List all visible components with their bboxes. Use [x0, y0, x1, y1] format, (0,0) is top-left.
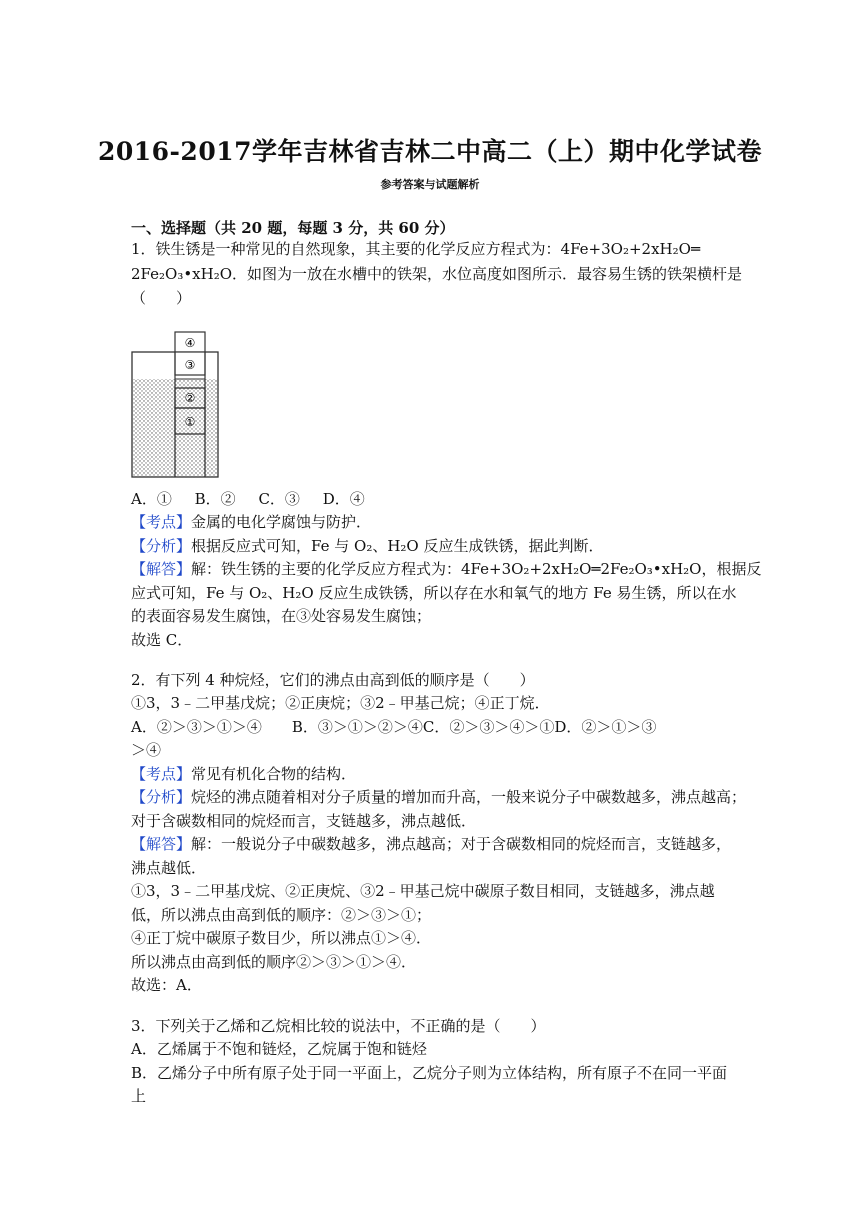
page-subtitle: 参考答案与试题解析: [380, 178, 480, 191]
q3-option-b-line-1: B．乙烯分子中所有原子处于同一平面上，乙烷分子则为立体结构，所有原子不在同一平面: [131, 1064, 728, 1082]
q1-answer: 故选 C．: [131, 631, 193, 649]
q2-jieda-line-5: ④正丁烷中碳原子数目少，所以沸点①＞④．: [131, 929, 432, 947]
q3-option-a: A．乙烯属于不饱和链烃，乙烷属于饱和链烃: [131, 1040, 427, 1058]
jieda-tag: 【解答】: [131, 560, 192, 578]
label-4: ④: [184, 336, 196, 350]
q2-jieda-line-3: ①3，3﹣二甲基戊烷、②正庚烷、③2﹣甲基己烷中碳原子数目相同，支链越多，沸点越: [131, 882, 715, 900]
q2-items: ①3，3﹣二甲基戊烷；②正庚烷；③2﹣甲基己烷；④正丁烷．: [131, 694, 550, 712]
q1-stem-line-3: （ ）: [131, 289, 192, 307]
q2-jieda-line-1: 【解答】解：一般说分子中碳数越多，沸点越高；对于含碳数相同的烷烃而言，支链越多，: [131, 835, 732, 853]
q3-stem: 3．下列关于乙烯和乙烷相比较的说法中，不正确的是（ ）: [131, 1017, 546, 1035]
q2-jieda-line-2: 沸点越低．: [131, 859, 207, 877]
q2-jieda-line-4: 低，所以沸点由高到低的顺序：②＞③＞①；: [131, 906, 432, 924]
q1-jieda-line-3: 的表面容易发生腐蚀，在③处容易发生腐蚀；: [131, 607, 432, 625]
q2-fenxi-line-1: 【分析】烷烃的沸点随着相对分子质量的增加而升高，一般来说分子中碳数越多，沸点越高；: [131, 788, 747, 806]
label-1: ①: [184, 415, 196, 429]
q1-kaodian: 【考点】金属的电化学腐蚀与防护．: [131, 513, 372, 531]
q1-fenxi: 【分析】根据反应式可知，Fe 与 O₂、H₂O 反应生成铁锈，据此判断．: [131, 537, 604, 555]
section-heading: 一、选择题（共 20 题，每题 3 分，共 60 分）: [131, 219, 455, 237]
q2-jieda-line-6: 所以沸点由高到低的顺序②＞③＞①＞④．: [131, 953, 417, 971]
page-title: 2016-2017学年吉林省吉林二中高二（上）期中化学试卷: [97, 137, 763, 166]
q2-kaodian: 【考点】常见有机化合物的结构．: [131, 765, 357, 783]
fenxi-tag: 【分析】: [131, 537, 192, 555]
label-2: ②: [184, 391, 196, 405]
q1-option-d: D．④: [322, 490, 365, 508]
q1-stem-line-1: 1．铁生锈是一种常见的自然现象，其主要的化学反应方程式为：4Fe+3O₂+2xH₂O═: [131, 240, 700, 258]
q1-option-a: A．①: [131, 490, 172, 508]
kaodian-tag: 【考点】: [131, 513, 192, 531]
q1-options: [131, 489, 383, 509]
q2-fenxi-line-2: 对于含碳数相同的烷烃而言，支链越多，沸点越低．: [131, 812, 477, 830]
q3-option-b-line-2: 上: [131, 1087, 147, 1105]
iron-frame-figure: [131, 316, 231, 484]
q1-stem-line-2: 2Fe₂O₃•xH₂O．如图为一放在水槽中的铁架，水位高度如图所示．最容易生锈的铁架横杆是: [131, 265, 743, 283]
q1-option-b: B．②: [194, 490, 236, 508]
q2-stem: 2．有下列 4 种烷烃，它们的沸点由高到低的顺序是（ ）: [131, 671, 535, 689]
q1-jieda-line-1: 【解答】解：铁生锈的主要的化学反应方程式为：4Fe+3O₂+2xH₂O═2Fe₂O₃•xH₂O，根据反: [131, 560, 762, 578]
q2-answer: 故选：A．: [131, 976, 202, 994]
label-3: ③: [184, 358, 196, 372]
q1-option-c: C．③: [258, 490, 300, 508]
q2-options-line-2: ＞④: [131, 741, 162, 759]
q2-options-line-1: A．②＞③＞①＞④ B．③＞①＞②＞④C．②＞③＞④＞①D．②＞①＞③: [131, 718, 657, 736]
q1-jieda-line-2: 应式可知，Fe 与 O₂、H₂O 反应生成铁锈，所以存在水和氧气的地方 Fe 易生锈，所以在水: [131, 584, 737, 602]
